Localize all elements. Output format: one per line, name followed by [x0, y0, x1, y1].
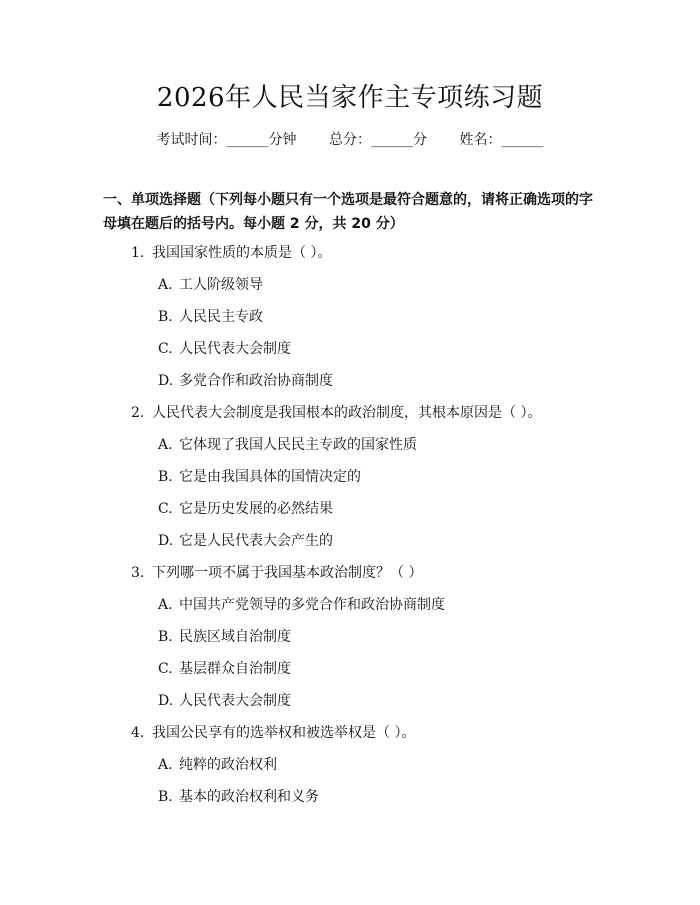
option-text: 中国共产党领导的多党合作和政治协商制度	[179, 597, 445, 613]
option-text: 它体现了我国人民民主专政的国家性质	[179, 437, 417, 453]
answer-option	[158, 466, 361, 488]
option-text: 它是历史发展的必然结果	[179, 501, 333, 517]
option-letter: D.	[158, 693, 174, 709]
answer-option	[158, 530, 333, 552]
answer-option	[158, 274, 263, 296]
answer-option	[158, 626, 291, 648]
section-heading-line: 母填在题后的括号内。每小题 2 分，共 20 分）	[103, 216, 404, 232]
option-text: 多党合作和政治协商制度	[179, 373, 333, 389]
question-item	[131, 242, 331, 264]
answer-option	[158, 754, 277, 776]
answer-option	[158, 370, 333, 392]
option-letter: D.	[158, 373, 174, 389]
question-number: 1.	[131, 245, 145, 261]
option-letter: C.	[158, 341, 173, 357]
section-heading-line: 一、单项选择题（下列每小题只有一个选项是最符合题意的，请将正确选项的字	[103, 192, 593, 208]
exam-time-field: 考试时间：______分钟	[156, 132, 297, 148]
option-text: 它是人民代表大会产生的	[179, 533, 333, 549]
option-letter: A.	[158, 437, 173, 453]
question-number: 3.	[131, 565, 145, 581]
question-item	[131, 722, 415, 744]
option-text: 人民代表大会制度	[179, 693, 291, 709]
answer-option	[158, 434, 417, 456]
answer-option	[158, 498, 333, 520]
option-text: 人民民主专政	[179, 309, 263, 325]
answer-option	[158, 306, 263, 328]
option-text: 纯粹的政治权利	[179, 757, 277, 773]
answer-option	[158, 786, 319, 808]
option-text: 基本的政治权利和义务	[179, 789, 319, 805]
question-text: 我国公民享有的选举权和被选举权是（ ）。	[152, 725, 416, 741]
page-title: 2026年人民当家作主专项练习题	[156, 83, 544, 113]
answer-option	[158, 594, 445, 616]
question-item	[131, 402, 541, 424]
option-letter: B.	[158, 629, 173, 645]
option-letter: D.	[158, 533, 174, 549]
option-text: 它是由我国具体的国情决定的	[179, 469, 361, 485]
answer-option	[158, 658, 291, 680]
question-text: 我国国家性质的本质是（ ）。	[152, 245, 332, 261]
option-letter: A.	[158, 277, 173, 293]
option-letter: B.	[158, 469, 173, 485]
option-letter: C.	[158, 661, 173, 677]
option-letter: A.	[158, 757, 173, 773]
option-text: 基层群众自治制度	[179, 661, 291, 677]
answer-option	[158, 690, 291, 712]
option-text: 民族区域自治制度	[179, 629, 291, 645]
option-letter: C.	[158, 501, 173, 517]
question-number: 4.	[131, 725, 145, 741]
option-letter: A.	[158, 597, 173, 613]
option-letter: B.	[158, 309, 173, 325]
option-letter: B.	[158, 789, 173, 805]
question-text: 人民代表大会制度是我国根本的政治制度，其根本原因是（ ）。	[152, 405, 542, 421]
option-text: 人民代表大会制度	[179, 341, 291, 357]
option-text: 工人阶级领导	[179, 277, 263, 293]
name-field: 姓名：______	[459, 132, 544, 148]
question-number: 2.	[131, 405, 145, 421]
question-item	[131, 562, 422, 584]
total-score-field: 总分：______分	[329, 132, 427, 148]
answer-option	[158, 338, 291, 360]
question-text: 下列哪一项不属于我国基本政治制度？（ ）	[152, 565, 423, 581]
